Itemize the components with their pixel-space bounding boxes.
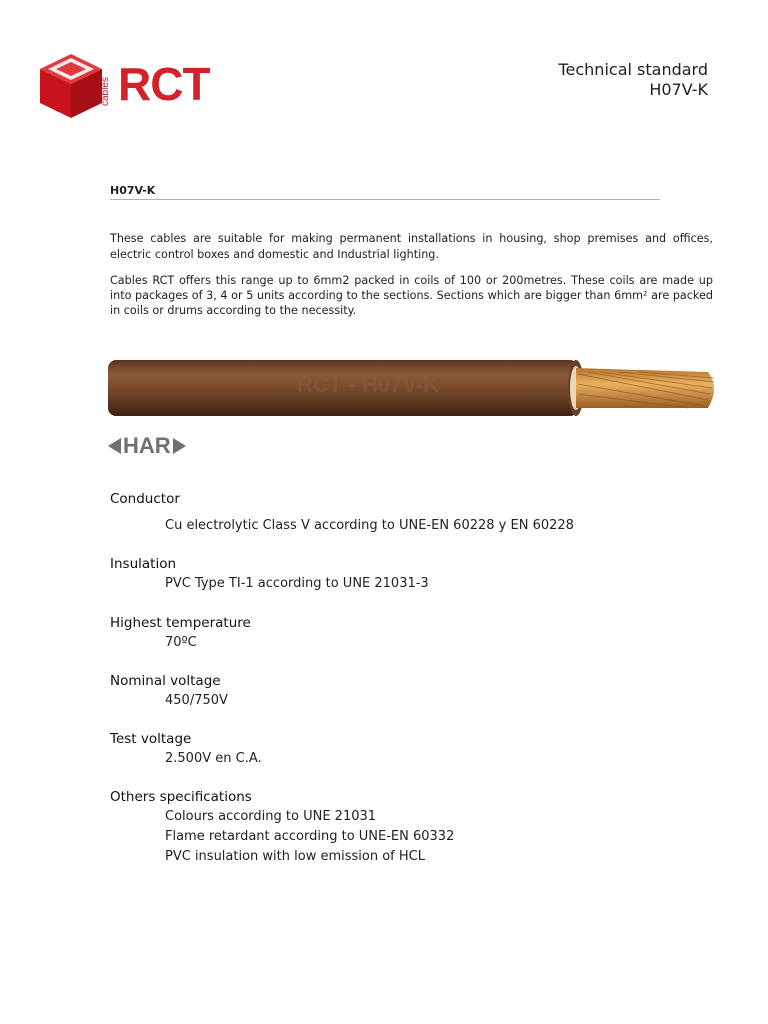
spec-value-nominal-voltage: 450/750V [165,693,228,708]
brand-name: RCT [118,58,210,110]
spec-value-highest-temperature: 70ºC [165,635,197,650]
cable-image [108,350,720,430]
spec-value-insulation: PVC Type TI-1 according to UNE 21031-3 [165,576,429,591]
cube-logo-icon [38,52,104,120]
spec-value-conductor: Cu electrolytic Class V according to UNE-EN 60228 y EN 60228 [165,518,574,533]
spec-heading-insulation: Insulation [110,556,177,572]
spec-heading-conductor: Conductor [110,491,180,507]
header-title-line2: H07V-K [649,80,708,99]
cable-print-text: RCT - H07V-K [297,372,439,397]
document-header-title [558,60,708,100]
section-divider [110,199,660,200]
section-title: H07V-K [110,184,156,197]
description-paragraph-1: These cables are suitable for making permanent installations in housing, shop premises and offices, electric control boxes and domestic and Industrial lighting. [110,232,713,261]
spec-value-colours: Colours according to UNE 21031 [165,809,377,824]
har-mark [108,432,186,460]
spec-heading-test-voltage: Test voltage [110,731,192,747]
har-left-arrow-icon [108,438,121,454]
spec-value-low-hcl: PVC insulation with low emission of HCL [165,849,425,864]
brand-side-text: cables [100,77,111,106]
spec-value-test-voltage: 2.500V en C.A. [165,751,262,766]
har-text: HAR [123,433,171,458]
spec-value-flame-retardant: Flame retardant according to UNE-EN 60332 [165,829,455,844]
description-paragraph-2: Cables RCT offers this range up to 6mm2 packed in coils of 100 or 200metres. These coils are made up into packages of 3, 4 or 5 units according to the sections. Sections which are bigger than 6mm² are packed in coils or drums according to the necessity. [110,274,713,317]
har-right-arrow-icon [173,438,186,454]
spec-heading-nominal-voltage: Nominal voltage [110,673,221,689]
company-logo [38,52,238,122]
header-title-line1: Technical standard [558,60,708,79]
spec-heading-highest-temperature: Highest temperature [110,615,251,631]
spec-heading-other-specifications: Others specifications [110,789,252,805]
